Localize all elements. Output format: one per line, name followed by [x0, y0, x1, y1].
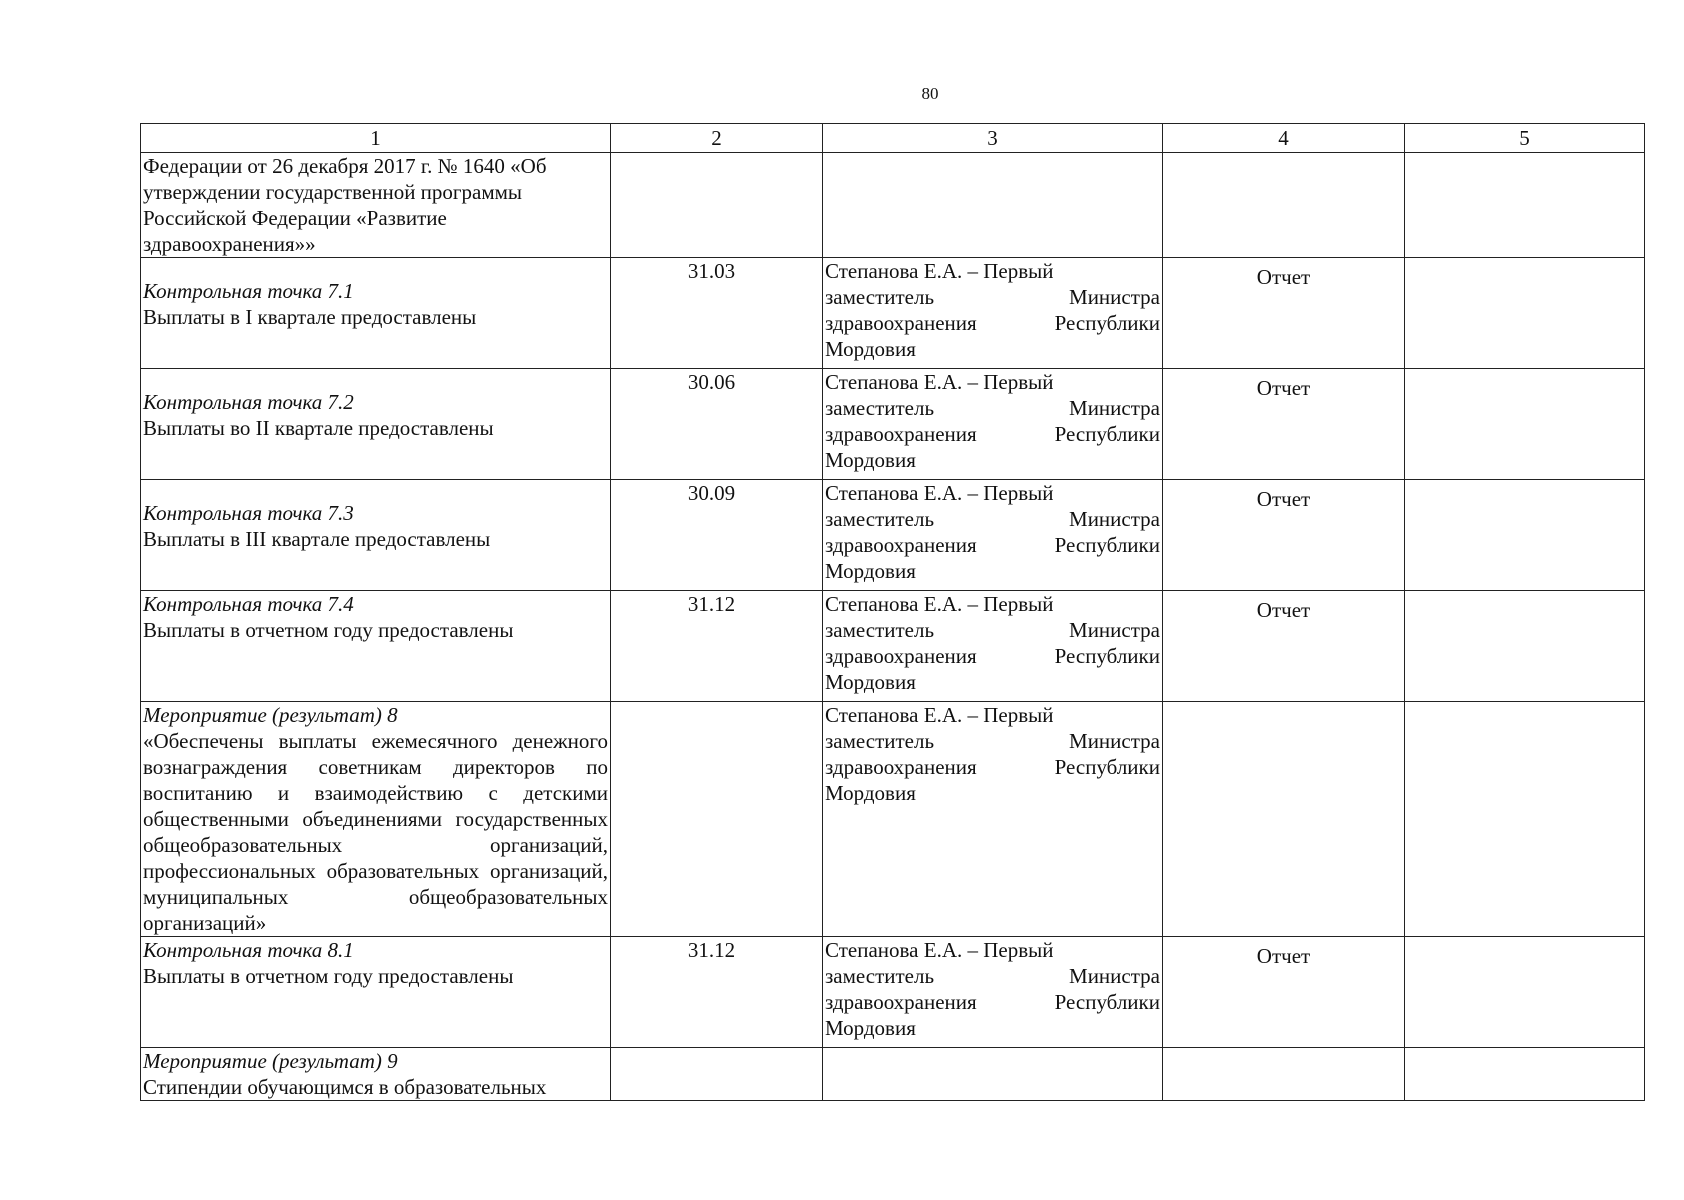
note-cell: [1405, 1048, 1645, 1101]
deadline-date: 30.06: [687, 370, 736, 394]
activity-cell: [141, 591, 611, 702]
date-cell: [611, 937, 823, 1048]
column-header-2: 2: [611, 124, 823, 153]
activity-text: Выплаты в III квартале предоставлены: [143, 527, 491, 551]
responsible-cell: [823, 937, 1163, 1048]
responsible-position: заместитель Министра здравоохранения Республики Мордовия: [825, 507, 1160, 583]
control-point-title: Контрольная точка 7.2: [143, 390, 354, 414]
table-row: [141, 591, 1645, 702]
deadline-date: 31.12: [687, 938, 736, 962]
activity-text: Федерации от 26 декабря 2017 г. № 1640 «Об утверждении государственной программы Российской Федерации «Развитие здравоохранения»»: [143, 154, 547, 256]
note-cell: [1405, 937, 1645, 1048]
control-point-title: Контрольная точка 7.4: [143, 592, 354, 616]
note-cell: [1405, 153, 1645, 258]
date-cell: [611, 591, 823, 702]
note-cell: [1405, 702, 1645, 937]
date-cell: [611, 369, 823, 480]
activity-cell: [141, 1048, 611, 1101]
responsible-person: Степанова Е.А. – Первый: [825, 938, 1054, 962]
responsible-cell: [823, 369, 1163, 480]
table-row: [141, 937, 1645, 1048]
responsible-cell: [823, 591, 1163, 702]
date-cell: [611, 702, 823, 937]
column-header-3: 3: [823, 124, 1163, 153]
control-point-title: Контрольная точка 8.1: [143, 938, 354, 962]
column-header-4: 4: [1163, 124, 1405, 153]
responsible-person: Степанова Е.А. – Первый: [825, 703, 1054, 727]
activity-text: «Обеспечены выплаты ежемесячного денежного вознаграждения советникам директоров по воспитанию и взаимодействию с детскими общественными объединениями государственных общеобразовательных организаций, профессиональных образовательных организаций, муниципальных общеобразовательных организаций»: [143, 729, 608, 935]
document-cell: [1163, 937, 1405, 1048]
responsible-position: заместитель Министра здравоохранения Республики Мордовия: [825, 618, 1160, 694]
document-type: Отчет: [1256, 265, 1311, 289]
activity-cell: [141, 153, 611, 258]
document-type: Отчет: [1256, 376, 1311, 400]
table-row: [141, 369, 1645, 480]
note-cell: [1405, 591, 1645, 702]
document-cell: [1163, 702, 1405, 937]
date-cell: [611, 258, 823, 369]
plan-table: [140, 123, 1645, 1101]
responsible-cell: [823, 153, 1163, 258]
date-cell: [611, 480, 823, 591]
responsible-cell: [823, 1048, 1163, 1101]
responsible-person: Степанова Е.А. – Первый: [825, 259, 1054, 283]
document-cell: [1163, 369, 1405, 480]
responsible-position: заместитель Министра здравоохранения Республики Мордовия: [825, 729, 1160, 805]
activity-text: Выплаты во II квартале предоставлены: [143, 416, 494, 440]
table-row: [141, 480, 1645, 591]
document-type: Отчет: [1256, 487, 1311, 511]
column-number-row: [141, 124, 1645, 153]
control-point-title: Контрольная точка 7.1: [143, 279, 354, 303]
activity-text: Стипендии обучающимся в образовательных: [143, 1075, 547, 1099]
activity-cell: [141, 702, 611, 937]
document-type: Отчет: [1256, 598, 1311, 622]
control-point-title: Контрольная точка 7.3: [143, 501, 354, 525]
activity-cell: [141, 369, 611, 480]
responsible-position: заместитель Министра здравоохранения Республики Мордовия: [825, 964, 1160, 1040]
document-cell: [1163, 153, 1405, 258]
deadline-date: 31.03: [687, 259, 736, 283]
deadline-date: 31.12: [687, 592, 736, 616]
table-row: [141, 153, 1645, 258]
responsible-person: Степанова Е.А. – Первый: [825, 481, 1054, 505]
column-header-1: 1: [141, 124, 611, 153]
document-cell: [1163, 1048, 1405, 1101]
responsible-person: Степанова Е.А. – Первый: [825, 592, 1054, 616]
responsible-position: заместитель Министра здравоохранения Республики Мордовия: [825, 396, 1160, 472]
column-header-5: 5: [1405, 124, 1645, 153]
table-row: [141, 1048, 1645, 1101]
document-cell: [1163, 258, 1405, 369]
activity-cell: [141, 937, 611, 1048]
responsible-cell: [823, 702, 1163, 937]
activity-cell: [141, 258, 611, 369]
note-cell: [1405, 369, 1645, 480]
activity-text: Выплаты в I квартале предоставлены: [143, 305, 477, 329]
activity-text: Выплаты в отчетном году предоставлены: [143, 618, 514, 642]
document-cell: [1163, 480, 1405, 591]
responsible-position: заместитель Министра здравоохранения Республики Мордовия: [825, 285, 1160, 361]
note-cell: [1405, 258, 1645, 369]
activity-title: Мероприятие (результат) 9: [143, 1049, 398, 1073]
responsible-cell: [823, 258, 1163, 369]
activity-cell: [141, 480, 611, 591]
date-cell: [611, 153, 823, 258]
document-cell: [1163, 591, 1405, 702]
responsible-cell: [823, 480, 1163, 591]
activity-text: Выплаты в отчетном году предоставлены: [143, 964, 514, 988]
page-number: 80: [921, 84, 939, 103]
document-type: Отчет: [1256, 944, 1311, 968]
deadline-date: 30.09: [687, 481, 736, 505]
table-row: [141, 702, 1645, 937]
note-cell: [1405, 480, 1645, 591]
date-cell: [611, 1048, 823, 1101]
table-row: [141, 258, 1645, 369]
activity-title: Мероприятие (результат) 8: [143, 703, 398, 727]
responsible-person: Степанова Е.А. – Первый: [825, 370, 1054, 394]
